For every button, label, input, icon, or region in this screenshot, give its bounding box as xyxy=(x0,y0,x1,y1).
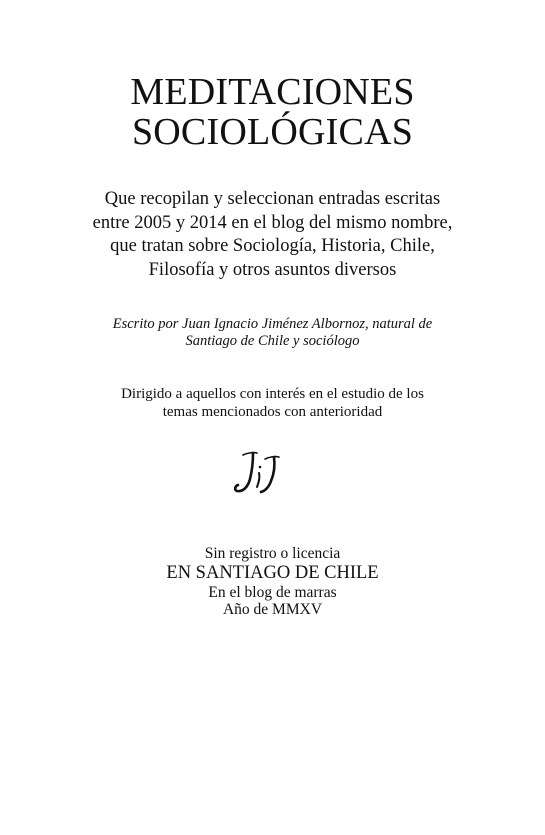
dedication-line: Dirigido a aquellos con interés en el estudio de los xyxy=(121,386,424,402)
subtitle-line: que tratan sobre Sociología, Historia, Chile, xyxy=(110,236,435,256)
jij-monogram-logo-icon xyxy=(229,447,289,499)
author-statement xyxy=(0,316,545,350)
imprint-venue: En el blog de marras xyxy=(208,584,337,601)
book-title-line-1: MEDITACIONES xyxy=(130,71,415,113)
imprint-year: Año de MMXV xyxy=(222,601,323,618)
dedication-line: temas mencionados con anterioridad xyxy=(162,403,383,420)
author-line: Santiago de Chile y sociólogo xyxy=(185,333,360,349)
book-title xyxy=(0,72,545,152)
subtitle-line: Filosofía y otros asuntos diversos xyxy=(148,259,397,280)
imprint-registry: Sin registro o licencia xyxy=(204,545,341,562)
imprint-city: EN SANTIAGO DE CHILE xyxy=(166,563,379,583)
dedication xyxy=(0,386,545,421)
subtitle-line: Que recopilan y seleccionan entradas escritas xyxy=(104,189,441,209)
book-title-line-2: SOCIOLÓGICAS xyxy=(131,111,414,153)
imprint xyxy=(0,545,545,618)
author-line: Escrito por Juan Ignacio Jiménez Albornoz, natural de xyxy=(112,316,433,332)
subtitle-line: entre 2005 y 2014 en el blog del mismo nombre, xyxy=(92,212,453,233)
book-subtitle xyxy=(0,188,545,282)
